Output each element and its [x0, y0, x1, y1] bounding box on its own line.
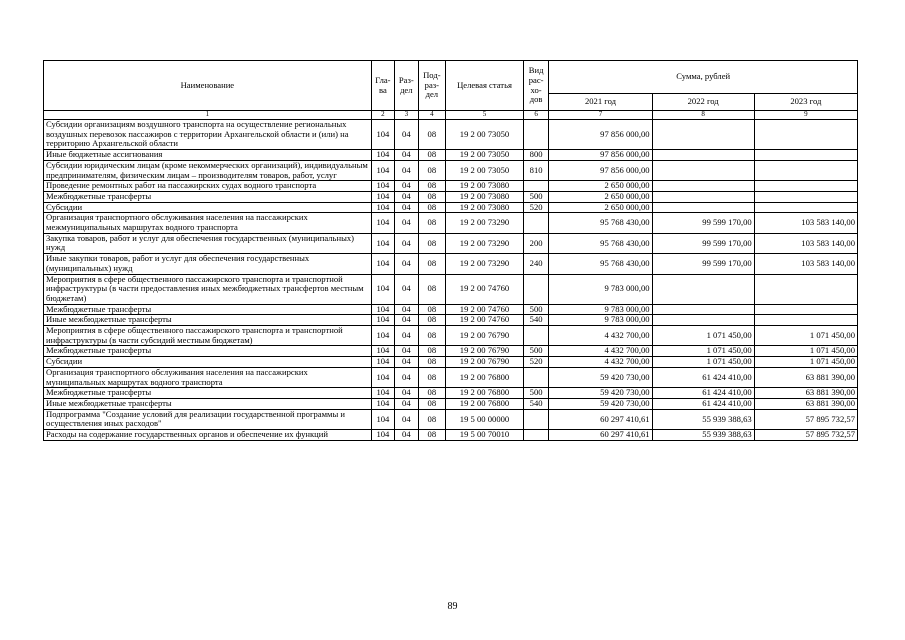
cell-subsection: 08	[418, 202, 446, 213]
column-index: 4	[418, 111, 446, 120]
cell-name: Мероприятия в сфере общественного пассажирского транспорта и транспортной инфраструктуры (в части предоставления иных межбюджетных трансфертов местным бюджетам)	[44, 274, 372, 304]
table-row	[44, 315, 858, 326]
cell-sum-2023: 63 881 390,00	[754, 367, 857, 387]
cell-subsection: 08	[418, 388, 446, 399]
cell-section: 04	[395, 388, 418, 399]
cell-sum-2022: 55 939 388,63	[652, 409, 754, 429]
cell-target-article: 19 2 00 73290	[446, 233, 524, 253]
column-index: 2	[371, 111, 394, 120]
cell-sum-2022: 1 071 450,00	[652, 346, 754, 357]
table-row	[44, 367, 858, 387]
cell-chapter: 104	[371, 254, 394, 274]
cell-sum-2021: 2 650 000,00	[549, 191, 652, 202]
cell-sum-2023: 57 895 732,57	[754, 430, 857, 441]
cell-target-article: 19 2 00 73290	[446, 254, 524, 274]
table-row	[44, 160, 858, 180]
cell-chapter: 104	[371, 150, 394, 161]
col-header-2023: 2023 год	[754, 94, 857, 111]
cell-subsection: 08	[418, 346, 446, 357]
cell-subsection: 08	[418, 409, 446, 429]
cell-sum-2023	[754, 315, 857, 326]
cell-sum-2021: 97 856 000,00	[549, 160, 652, 180]
cell-expense-type: 500	[523, 346, 549, 357]
table-row	[44, 430, 858, 441]
cell-sum-2023: 63 881 390,00	[754, 388, 857, 399]
cell-chapter: 104	[371, 181, 394, 192]
cell-chapter: 104	[371, 409, 394, 429]
cell-subsection: 08	[418, 398, 446, 409]
cell-name: Субсидии	[44, 202, 372, 213]
cell-sum-2023	[754, 202, 857, 213]
cell-sum-2022: 1 071 450,00	[652, 357, 754, 368]
cell-chapter: 104	[371, 367, 394, 387]
cell-section: 04	[395, 398, 418, 409]
table-row	[44, 326, 858, 346]
cell-sum-2021: 59 420 730,00	[549, 398, 652, 409]
cell-subsection: 08	[418, 160, 446, 180]
cell-target-article: 19 2 00 76790	[446, 357, 524, 368]
cell-sum-2021: 59 420 730,00	[549, 388, 652, 399]
page-number: 89	[447, 601, 458, 612]
cell-sum-2023	[754, 150, 857, 161]
cell-target-article: 19 2 00 76790	[446, 326, 524, 346]
cell-subsection: 08	[418, 326, 446, 346]
cell-expense-type	[523, 409, 549, 429]
cell-sum-2022: 55 939 388,63	[652, 430, 754, 441]
cell-expense-type: 540	[523, 398, 549, 409]
col-header-subsection: Под-раз-дел	[418, 61, 446, 111]
cell-section: 04	[395, 233, 418, 253]
cell-target-article: 19 2 00 74760	[446, 274, 524, 304]
cell-expense-type: 520	[523, 202, 549, 213]
cell-sum-2022: 61 424 410,00	[652, 398, 754, 409]
cell-sum-2022	[652, 160, 754, 180]
cell-sum-2021: 9 783 000,00	[549, 304, 652, 315]
cell-sum-2022: 61 424 410,00	[652, 388, 754, 399]
cell-sum-2021: 95 768 430,00	[549, 254, 652, 274]
cell-section: 04	[395, 274, 418, 304]
cell-sum-2021: 2 650 000,00	[549, 181, 652, 192]
cell-chapter: 104	[371, 388, 394, 399]
cell-section: 04	[395, 367, 418, 387]
cell-name: Расходы на содержание государственных органов и обеспечение их функций	[44, 430, 372, 441]
cell-expense-type: 800	[523, 150, 549, 161]
cell-sum-2023	[754, 120, 857, 150]
col-header-2022: 2022 год	[652, 94, 754, 111]
cell-sum-2022: 99 599 170,00	[652, 213, 754, 233]
cell-expense-type: 540	[523, 315, 549, 326]
cell-subsection: 08	[418, 254, 446, 274]
cell-sum-2021: 9 783 000,00	[549, 315, 652, 326]
cell-sum-2023	[754, 181, 857, 192]
cell-name: Иные межбюджетные трансферты	[44, 398, 372, 409]
cell-expense-type	[523, 120, 549, 150]
table-row	[44, 398, 858, 409]
cell-sum-2021: 4 432 700,00	[549, 357, 652, 368]
cell-expense-type: 200	[523, 233, 549, 253]
cell-sum-2023: 1 071 450,00	[754, 357, 857, 368]
cell-section: 04	[395, 430, 418, 441]
cell-expense-type: 500	[523, 388, 549, 399]
budget-table	[43, 60, 858, 441]
col-header-target-article: Целевая статья	[446, 61, 524, 111]
cell-expense-type: 810	[523, 160, 549, 180]
table-row	[44, 181, 858, 192]
cell-name: Иные закупки товаров, работ и услуг для обеспечения государственных (муниципальных) нужд	[44, 254, 372, 274]
cell-target-article: 19 2 00 74760	[446, 304, 524, 315]
cell-name: Мероприятия в сфере общественного пассажирского транспорта и транспортной инфраструктуры (в части субсидий местным бюджетам)	[44, 326, 372, 346]
table-row	[44, 357, 858, 368]
cell-subsection: 08	[418, 304, 446, 315]
cell-name: Закупка товаров, работ и услуг для обеспечения государственных (муниципальных) нужд	[44, 233, 372, 253]
cell-section: 04	[395, 409, 418, 429]
cell-sum-2022	[652, 304, 754, 315]
cell-target-article: 19 2 00 74760	[446, 315, 524, 326]
table-row	[44, 274, 858, 304]
cell-sum-2021: 60 297 410,61	[549, 409, 652, 429]
table-row	[44, 213, 858, 233]
cell-sum-2022	[652, 274, 754, 304]
cell-expense-type	[523, 430, 549, 441]
cell-target-article: 19 2 00 73050	[446, 160, 524, 180]
cell-section: 04	[395, 357, 418, 368]
cell-subsection: 08	[418, 274, 446, 304]
cell-chapter: 104	[371, 274, 394, 304]
cell-section: 04	[395, 326, 418, 346]
col-header-name: Наименование	[44, 61, 372, 111]
cell-target-article: 19 2 00 76800	[446, 388, 524, 399]
table-row	[44, 346, 858, 357]
table-row	[44, 388, 858, 399]
cell-chapter: 104	[371, 398, 394, 409]
cell-name: Межбюджетные трансферты	[44, 388, 372, 399]
cell-name: Проведение ремонтных работ на пассажирских судах водного транспорта	[44, 181, 372, 192]
cell-chapter: 104	[371, 315, 394, 326]
cell-name: Межбюджетные трансферты	[44, 191, 372, 202]
cell-sum-2022	[652, 120, 754, 150]
cell-name: Субсидии организациям воздушного транспорта на осуществление региональных воздушных перевозок пассажиров с территории Архангельской области и (или) на территорию Архангельской области	[44, 120, 372, 150]
table-row	[44, 202, 858, 213]
cell-chapter: 104	[371, 191, 394, 202]
cell-chapter: 104	[371, 304, 394, 315]
cell-sum-2022	[652, 315, 754, 326]
cell-target-article: 19 2 00 73050	[446, 120, 524, 150]
cell-sum-2022: 1 071 450,00	[652, 326, 754, 346]
cell-name: Иные бюджетные ассигнования	[44, 150, 372, 161]
cell-sum-2023: 57 895 732,57	[754, 409, 857, 429]
column-index: 9	[754, 111, 857, 120]
cell-subsection: 08	[418, 120, 446, 150]
cell-sum-2022	[652, 150, 754, 161]
cell-expense-type: 500	[523, 191, 549, 202]
table-row	[44, 120, 858, 150]
cell-section: 04	[395, 191, 418, 202]
cell-sum-2023	[754, 191, 857, 202]
cell-name: Межбюджетные трансферты	[44, 304, 372, 315]
cell-chapter: 104	[371, 346, 394, 357]
cell-section: 04	[395, 120, 418, 150]
cell-sum-2023: 103 583 140,00	[754, 254, 857, 274]
table-row	[44, 150, 858, 161]
cell-section: 04	[395, 315, 418, 326]
cell-subsection: 08	[418, 367, 446, 387]
cell-subsection: 08	[418, 430, 446, 441]
cell-sum-2023	[754, 304, 857, 315]
table-row	[44, 233, 858, 253]
cell-sum-2021: 2 650 000,00	[549, 202, 652, 213]
cell-section: 04	[395, 304, 418, 315]
table-row	[44, 254, 858, 274]
cell-chapter: 104	[371, 357, 394, 368]
cell-sum-2023: 103 583 140,00	[754, 233, 857, 253]
cell-sum-2023: 1 071 450,00	[754, 346, 857, 357]
cell-expense-type: 240	[523, 254, 549, 274]
cell-chapter: 104	[371, 202, 394, 213]
cell-chapter: 104	[371, 326, 394, 346]
cell-subsection: 08	[418, 315, 446, 326]
cell-expense-type	[523, 367, 549, 387]
cell-chapter: 104	[371, 233, 394, 253]
cell-section: 04	[395, 254, 418, 274]
cell-subsection: 08	[418, 357, 446, 368]
table-row	[44, 191, 858, 202]
cell-sum-2022: 99 599 170,00	[652, 233, 754, 253]
cell-section: 04	[395, 160, 418, 180]
cell-sum-2022: 61 424 410,00	[652, 367, 754, 387]
cell-name: Организация транспортного обслуживания населения на пассажирских межмуниципальных маршрутах водного транспорта	[44, 213, 372, 233]
cell-expense-type	[523, 326, 549, 346]
cell-sum-2021: 60 297 410,61	[549, 430, 652, 441]
col-header-sum: Сумма, рублей	[549, 61, 858, 94]
col-header-section: Раз-дел	[395, 61, 418, 111]
cell-section: 04	[395, 213, 418, 233]
cell-sum-2022	[652, 202, 754, 213]
cell-target-article: 19 2 00 73290	[446, 213, 524, 233]
cell-subsection: 08	[418, 191, 446, 202]
cell-subsection: 08	[418, 181, 446, 192]
table-row	[44, 304, 858, 315]
cell-section: 04	[395, 181, 418, 192]
column-index: 7	[549, 111, 652, 120]
cell-name: Межбюджетные трансферты	[44, 346, 372, 357]
cell-expense-type	[523, 213, 549, 233]
cell-sum-2022	[652, 191, 754, 202]
cell-target-article: 19 2 00 76800	[446, 398, 524, 409]
cell-chapter: 104	[371, 213, 394, 233]
cell-sum-2021: 97 856 000,00	[549, 150, 652, 161]
cell-sum-2022	[652, 181, 754, 192]
column-index: 6	[523, 111, 549, 120]
cell-sum-2021: 4 432 700,00	[549, 346, 652, 357]
cell-sum-2021: 4 432 700,00	[549, 326, 652, 346]
col-header-chapter: Гла-ва	[371, 61, 394, 111]
cell-name: Подпрограмма "Создание условий для реализации государственной программы и осуществления иных расходов"	[44, 409, 372, 429]
cell-target-article: 19 2 00 76800	[446, 367, 524, 387]
column-index: 3	[395, 111, 418, 120]
cell-sum-2021: 59 420 730,00	[549, 367, 652, 387]
cell-expense-type: 500	[523, 304, 549, 315]
column-index: 8	[652, 111, 754, 120]
cell-target-article: 19 2 00 73080	[446, 181, 524, 192]
cell-expense-type	[523, 274, 549, 304]
cell-sum-2023: 1 071 450,00	[754, 326, 857, 346]
cell-target-article: 19 5 00 70010	[446, 430, 524, 441]
cell-sum-2023: 103 583 140,00	[754, 213, 857, 233]
cell-chapter: 104	[371, 430, 394, 441]
col-header-2021: 2021 год	[549, 94, 652, 111]
cell-sum-2021: 95 768 430,00	[549, 233, 652, 253]
column-index: 1	[44, 111, 372, 120]
col-header-expense-type: Вид рас-хо-дов	[523, 61, 549, 111]
cell-sum-2021: 9 783 000,00	[549, 274, 652, 304]
cell-sum-2023	[754, 274, 857, 304]
cell-sum-2023: 63 881 390,00	[754, 398, 857, 409]
cell-subsection: 08	[418, 233, 446, 253]
cell-target-article: 19 2 00 73080	[446, 191, 524, 202]
cell-sum-2022: 99 599 170,00	[652, 254, 754, 274]
cell-subsection: 08	[418, 213, 446, 233]
cell-chapter: 104	[371, 160, 394, 180]
cell-target-article: 19 5 00 00000	[446, 409, 524, 429]
cell-sum-2021: 95 768 430,00	[549, 213, 652, 233]
cell-section: 04	[395, 202, 418, 213]
cell-name: Иные межбюджетные трансферты	[44, 315, 372, 326]
cell-target-article: 19 2 00 73080	[446, 202, 524, 213]
cell-name: Организация транспортного обслуживания населения на пассажирских муниципальных маршрутах водного транспорта	[44, 367, 372, 387]
cell-target-article: 19 2 00 76790	[446, 346, 524, 357]
cell-target-article: 19 2 00 73050	[446, 150, 524, 161]
cell-sum-2023	[754, 160, 857, 180]
cell-sum-2021: 97 856 000,00	[549, 120, 652, 150]
cell-name: Субсидии юридическим лицам (кроме некоммерческих организаций), индивидуальным предпринимателям, физическим лицам – производителям товаров, работ, услуг	[44, 160, 372, 180]
cell-subsection: 08	[418, 150, 446, 161]
cell-expense-type	[523, 181, 549, 192]
cell-chapter: 104	[371, 120, 394, 150]
table-row	[44, 409, 858, 429]
cell-name: Субсидии	[44, 357, 372, 368]
cell-expense-type: 520	[523, 357, 549, 368]
cell-section: 04	[395, 346, 418, 357]
cell-section: 04	[395, 150, 418, 161]
column-index: 5	[446, 111, 524, 120]
